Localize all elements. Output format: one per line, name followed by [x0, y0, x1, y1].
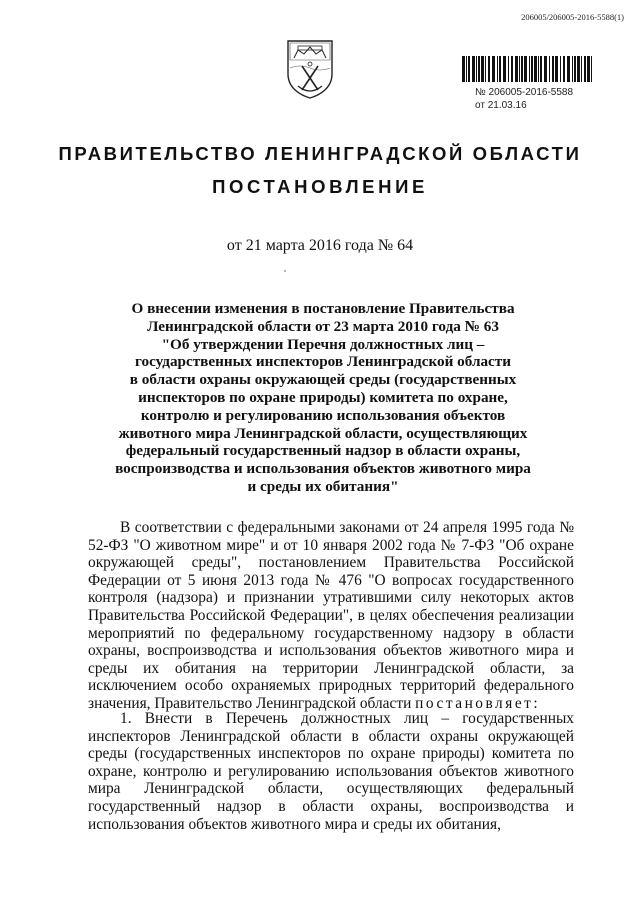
subject-line: "Об утверждении Перечня должностных лиц – [161, 335, 485, 353]
barcode-bar [591, 56, 592, 82]
barcode-bar [572, 56, 573, 82]
barcode-bar [476, 56, 477, 82]
scan-speck [284, 270, 286, 272]
subject-line: и среды их обитания" [247, 477, 399, 495]
resolves-word: постановляет: [415, 694, 541, 712]
barcode-icon [462, 56, 594, 82]
barcode-bar [497, 56, 498, 82]
subject-line: животного мира Ленинградской области, осуществляющих [118, 424, 528, 442]
barcode-bar [540, 56, 542, 82]
barcode-bar [488, 56, 490, 82]
document-subject [112, 300, 534, 496]
barcode-bar [515, 56, 518, 82]
clause-1-paragraph: 1. Внести в Перечень должностных лиц – государственных инспекторов Ленинградской области в области охраны окружающей среды (государственных инспекторов по охране природы) комитета по охране, контролю и регулированию использования объектов животного мира Ленинградской области, осуществляющих федеральный государственный надзор в области охраны, воспроизводства и использования объектов животного мира и среды их обитания, [88, 710, 574, 833]
subject-line: О внесении изменения в постановление Правительства [131, 300, 515, 317]
preamble-text: В соответствии с федеральными законами от 24 апреля 1995 года № 52-ФЗ "О животном мире" и от 10 января 2002 года № 7-ФЗ "Об охране окружающей среды", постановлением Правительства Российской Федерации от 5 июня 2013 года № 476 "О вопросах государственного контроля (надзора) и признании утратившими силу некоторых актов Правительства Российской Федерации", в целях обеспечения реализации мероприятий по федеральному государственному надзору в области охраны, воспроизводства и использования объектов животного мира и среды их обитания на территории Ленинградской области, за исключением особо охраняемых природных территорий федерального значения, Правительство Ленинградской области [88, 519, 574, 712]
barcode-bar [472, 56, 475, 82]
barcode-bar [577, 56, 580, 82]
barcode-bar [481, 56, 484, 82]
subject-line: Ленинградской области от 23 марта 2010 года № 63 [147, 317, 499, 335]
barcode-bar [544, 56, 547, 82]
barcode-bar [581, 56, 582, 82]
subject-line: воспроизводства и использования объектов животного мира [115, 460, 531, 478]
barcode-bar [555, 56, 558, 82]
barcode-bar [492, 56, 495, 82]
barcode-bar [521, 56, 523, 82]
barcode-bar [563, 56, 565, 82]
registration-date: от 21.03.16 [475, 100, 527, 111]
government-title: ПРАВИТЕЛЬСТВО ЛЕНИНГРАДСКОЙ ОБЛАСТИ [58, 143, 582, 164]
document-type: ПОСТАНОВЛЕНИЕ [212, 176, 428, 197]
barcode-bar [511, 56, 513, 82]
barcode-bar [499, 56, 501, 82]
barcode-bar [468, 56, 470, 82]
barcode-bar [567, 56, 570, 82]
barcode-bar [531, 56, 533, 82]
preamble-paragraph [88, 519, 574, 713]
barcode-bar [524, 56, 527, 82]
document-date-number: от 21 марта 2016 года № 64 [226, 237, 414, 254]
barcode-bar [574, 56, 576, 82]
barcode-bar [503, 56, 506, 82]
barcode-bar [519, 56, 520, 82]
barcode-bar [534, 56, 537, 82]
barcode-bar [508, 56, 509, 82]
barcode-bar [560, 56, 561, 82]
coat-of-arms-icon [284, 38, 336, 100]
barcode-bar [485, 56, 486, 82]
barcode-bar [462, 56, 465, 82]
barcode-bar [529, 56, 530, 82]
barcode-bar [466, 56, 467, 82]
registration-number: № 206005-2016-5588 [475, 87, 574, 98]
subject-line: государственных инспекторов Ленинградской области [134, 353, 512, 371]
barcode-bar [584, 56, 586, 82]
barcode-bar [552, 56, 554, 82]
subject-line: контролю и регулированию использования объектов [140, 406, 506, 424]
barcode-bar [478, 56, 480, 82]
subject-line: в области охраны окружающей среды (государственных [129, 371, 517, 389]
registration-stamp [475, 86, 573, 112]
subject-line: инспекторов по охране природы) комитета по охране, [138, 388, 508, 406]
registry-number-top: 206005/206005-2016-5588(1) [521, 12, 624, 22]
barcode-bar [587, 56, 590, 82]
subject-line: федеральный государственный надзор в области охраны, [125, 442, 521, 460]
barcode-bar [538, 56, 539, 82]
barcode-bar [549, 56, 550, 82]
